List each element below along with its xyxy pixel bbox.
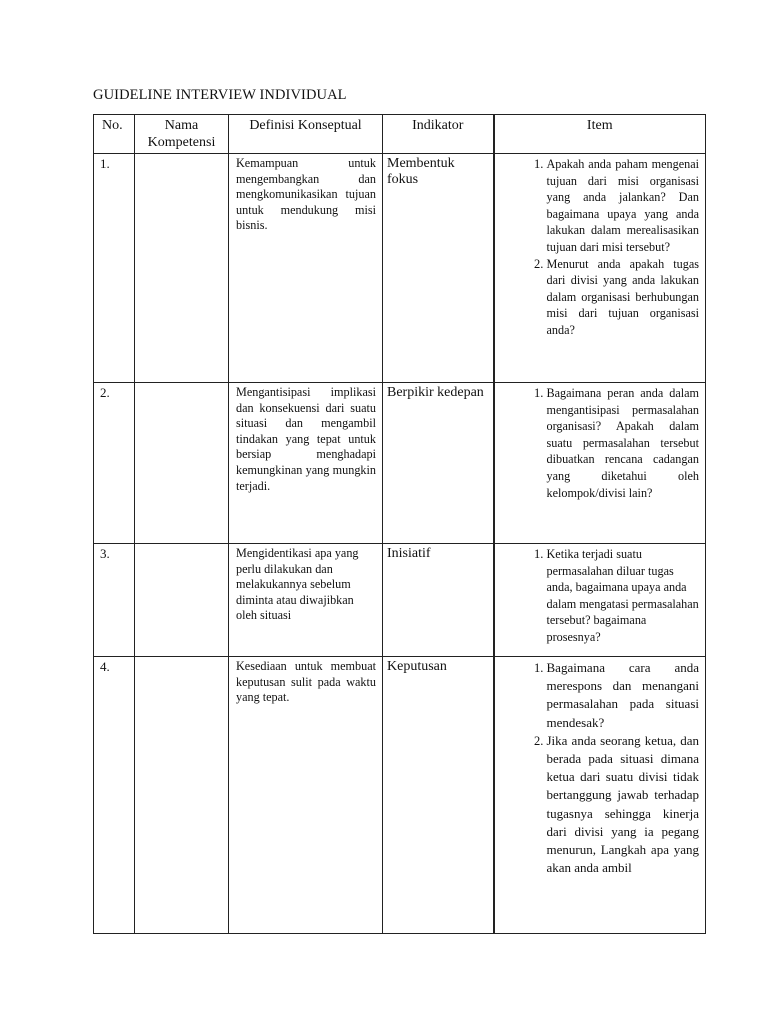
list-item: 1. Bagaimana peran anda dalam mengantisipasi permasalahan organisasi? Apakah dalam suatu permasalahan tersebut dibuatkan rencana cadangan yang diketahui oleh kelompok/divisi lain?: [547, 385, 700, 501]
header-no: No.: [94, 115, 135, 154]
table-row: [94, 383, 706, 544]
row-number: 1.: [94, 154, 135, 383]
table-row: [94, 154, 706, 383]
row-items: [494, 383, 706, 544]
item-list: [495, 385, 700, 501]
table-row: [94, 657, 706, 934]
table-header-row: [94, 115, 706, 154]
row-definisi: Mengantisipasi implikasi dan konsekuensi dari suatu situasi dan mengambil tindakan yang tepat untuk bersiap menghadapi kemungkinan yang mungkin terjadi.: [229, 383, 383, 544]
row-items: [494, 657, 706, 934]
item-list: [495, 659, 700, 877]
row-definisi: Kemampuan untuk mengembangkan dan mengkomunikasikan tujuan untuk mendukung misi bisnis.: [229, 154, 383, 383]
row-nama-kompetensi: [135, 544, 229, 657]
item-list: [495, 546, 700, 646]
row-nama-kompetensi: [135, 154, 229, 383]
row-number: 4.: [94, 657, 135, 934]
list-item: 1. Bagaimana cara anda merespons dan menangani permasalahan pada situasi mendesak?: [547, 659, 700, 732]
list-item: 1. Apakah anda paham mengenai tujuan dari misi organisasi yang anda jalankan? Dan bagaimana upaya yang anda lakukan dalam merealisasikan tujuan dari misi tersebut?: [547, 156, 700, 256]
row-items: [494, 544, 706, 657]
row-indikator: Berpikir kedepan: [383, 383, 494, 544]
table-row: [94, 544, 706, 657]
header-item: Item: [494, 115, 706, 154]
row-number: 2.: [94, 383, 135, 544]
row-indikator: Membentuk fokus: [383, 154, 494, 383]
row-indikator: Keputusan: [383, 657, 494, 934]
row-nama-kompetensi: [135, 657, 229, 934]
row-indikator: Inisiatif: [383, 544, 494, 657]
interview-table: [93, 114, 706, 934]
document-title: GUIDELINE INTERVIEW INDIVIDUAL: [93, 87, 347, 103]
header-indikator: Indikator: [383, 115, 494, 154]
row-definisi: Kesediaan untuk membuat keputusan sulit pada waktu yang tepat.: [229, 657, 383, 934]
row-nama-kompetensi: [135, 383, 229, 544]
list-item: 1. Ketika terjadi suatu permasalahan diluar tugas anda, bagaimana upaya anda dalam mengatasi permasalahan tersebut? bagaimana prosesnya?: [547, 546, 700, 646]
item-list: [495, 156, 700, 339]
row-items: [494, 154, 706, 383]
list-item: 2. Jika anda seorang ketua, dan berada pada situasi dimana ketua dari suatu divisi tidak bertanggung jawab terhadap tugasnya sehingga kinerja dari divisi yang ia pegang menurun, Langkah apa yang akan anda ambil: [547, 732, 700, 878]
list-item: 2. Menurut anda apakah tugas dari divisi yang anda lakukan dalam organisasi berhubungan misi dari tujuan organisasi anda?: [547, 256, 700, 339]
row-definisi: Mengidentikasi apa yang perlu dilakukan dan melakukannya sebelum diminta atau diwajibkan oleh situasi: [229, 544, 383, 657]
header-definisi-konseptual: Definisi Konseptual: [229, 115, 383, 154]
row-number: 3.: [94, 544, 135, 657]
header-nama-kompetensi: Nama Kompetensi: [135, 115, 229, 154]
